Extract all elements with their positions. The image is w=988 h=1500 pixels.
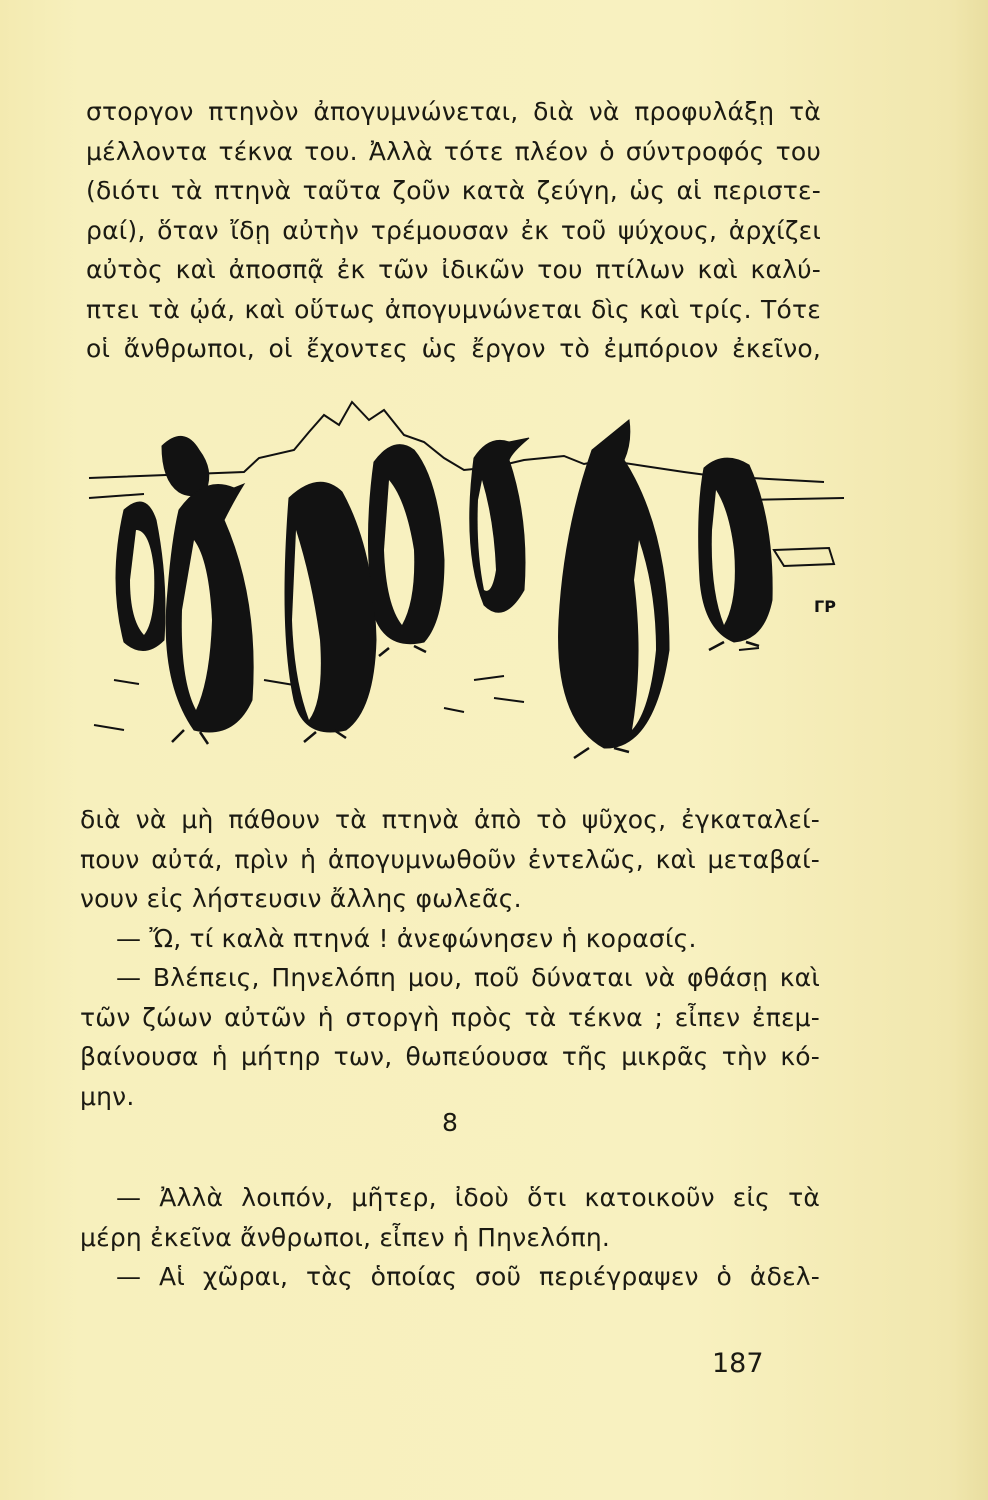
text-line: στοργον πτηνὸν ἀπογυμνώνεται, διὰ νὰ προφυλάξῃ τὰ xyxy=(86,97,821,126)
text-line: πτει τὰ ᾠά, καὶ οὕτως ἀπογυμνώνεται δὶς καὶ τρίς. Τότε xyxy=(86,294,821,324)
illustrator-signature: ΓΡ xyxy=(814,597,836,616)
text-line: (διότι τὰ πτηνὰ ταῦτα ζοῦν κατὰ ζεύγη, ὡς αἱ περιστε- xyxy=(86,176,821,205)
page-number: 187 xyxy=(712,1348,764,1379)
dialogue-line: — Ἀλλὰ λοιπόν, μῆτερ, ἰδοὺ ὅτι κατοικοῦν εἰς τὰ xyxy=(116,1183,820,1212)
dialogue-line: βαίνουσα ἡ μήτηρ των, θωπεύουσα τῆς μικρᾶς τὴν κό- xyxy=(80,1042,820,1071)
paragraph-mid xyxy=(80,800,820,1116)
dialogue-line: — Ὤ, τί καλὰ πτηνά ! ἀνεφώνησεν ἡ κορασίς. xyxy=(116,923,697,953)
penguins-illustration xyxy=(84,380,854,780)
dialogue-line: — Βλέπεις, Πηνελόπη μου, ποῦ δύναται νὰ φθάσῃ καὶ xyxy=(116,963,820,992)
text-line: διὰ νὰ μὴ πάθουν τὰ πτηνὰ ἀπὸ τὸ ψῦχος, ἐγκαταλεί- xyxy=(80,805,820,834)
text-line: ραί), ὅταν ἴδῃ αὐτὴν τρέμουσαν ἐκ τοῦ ψύχους, ἀρχίζει xyxy=(86,215,821,245)
text-line: αὐτὸς καὶ ἀποσπᾷ ἐκ τῶν ἰδικῶν του πτίλων καὶ καλύ- xyxy=(86,255,821,284)
text-line: νουν εἰς λήστευσιν ἄλλης φωλεᾶς. xyxy=(80,884,522,913)
text-line: οἱ ἄνθρωποι, οἱ ἔχοντες ὡς ἔργον τὸ ἐμπόριον ἐκεῖνο, xyxy=(86,334,821,363)
text-line: πουν αὐτά, πρὶν ἡ ἀπογυμνωθοῦν ἐντελῶς, καὶ μεταβαί- xyxy=(80,844,820,874)
paragraph-bottom xyxy=(80,1178,820,1297)
dialogue-line: — Αἱ χῶραι, τὰς ὁποίας σοῦ περιέγραψεν ὁ ἀδελ- xyxy=(116,1262,820,1291)
dialogue-line: τῶν ζώων αὐτῶν ἡ στοργὴ πρὸς τὰ τέκνα ; εἶπεν ἐπεμ- xyxy=(80,1002,820,1032)
section-number: 8 xyxy=(442,1108,458,1137)
paragraph-top xyxy=(86,92,821,369)
text-line: μέλλοντα τέκνα του. Ἀλλὰ τότε πλέον ὁ σύντροφός του xyxy=(86,136,821,166)
dialogue-line: μέρη ἐκεῖνα ἄνθρωποι, εἶπεν ἡ Πηνελόπη. xyxy=(80,1222,611,1252)
dialogue-line: μην. xyxy=(80,1081,135,1111)
